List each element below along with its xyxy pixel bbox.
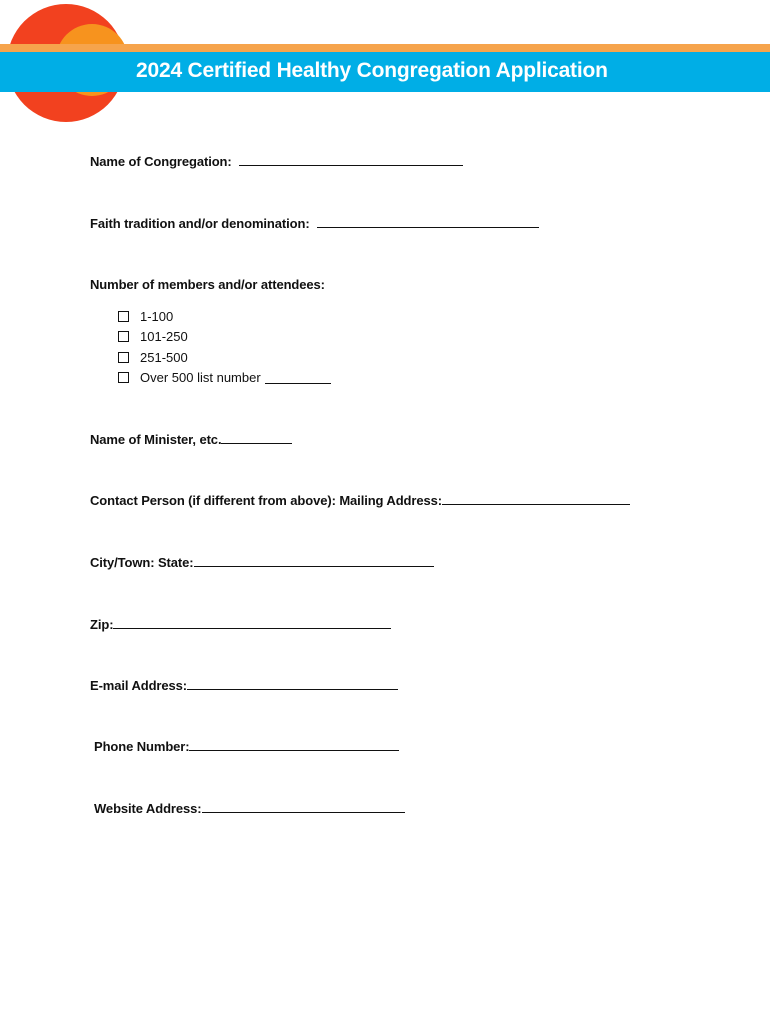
checkbox-icon[interactable]: [118, 352, 129, 363]
member-options-list: [118, 306, 331, 388]
zip-blank[interactable]: [113, 616, 391, 629]
member-option[interactable]: [118, 368, 331, 389]
mailing-address-blank[interactable]: [442, 492, 630, 505]
header-stripe: [0, 44, 770, 52]
zip-label: Zip:: [90, 617, 114, 632]
member-option-label: 101-250: [140, 329, 188, 345]
checkbox-icon[interactable]: [118, 311, 129, 322]
faith-blank[interactable]: [317, 215, 539, 228]
member-option[interactable]: [118, 306, 331, 327]
member-option-label: 1-100: [140, 308, 174, 324]
email-blank[interactable]: [187, 677, 398, 690]
contact-label: Contact Person (if different from above): Mailing Address:: [90, 493, 442, 508]
zip-field: [90, 616, 391, 632]
phone-field: [94, 738, 399, 754]
website-blank[interactable]: [202, 800, 405, 813]
email-label: E-mail Address:: [90, 678, 187, 693]
over-500-blank[interactable]: [265, 371, 331, 384]
member-option-label: Over 500 list number: [140, 370, 261, 386]
minister-blank[interactable]: [221, 431, 292, 444]
congregation-field: [90, 153, 463, 169]
faith-label: Faith tradition and/or denomination:: [90, 216, 310, 231]
city-blank[interactable]: [194, 554, 434, 567]
faith-field: [90, 215, 539, 231]
website-field: [94, 800, 405, 816]
congregation-label: Name of Congregation:: [90, 154, 232, 169]
phone-blank[interactable]: [189, 738, 399, 751]
members-field: [90, 277, 325, 292]
phone-label: Phone Number:: [94, 739, 190, 754]
members-label: Number of members and/or attendees:: [90, 277, 325, 292]
website-label: Website Address:: [94, 801, 202, 816]
member-option[interactable]: [118, 327, 331, 348]
member-option[interactable]: [118, 347, 331, 368]
checkbox-icon[interactable]: [118, 331, 129, 342]
checkbox-icon[interactable]: [118, 372, 129, 383]
minister-label: Name of Minister, etc.: [90, 432, 222, 447]
contact-field: [90, 492, 630, 508]
page-title: 2024 Certified Healthy Congregation Application: [136, 59, 608, 82]
member-option-label: 251-500: [140, 349, 188, 365]
city-label: City/Town: State:: [90, 555, 194, 570]
congregation-blank[interactable]: [239, 153, 463, 166]
city-field: [90, 554, 434, 570]
email-field: [90, 677, 398, 693]
minister-field: [90, 431, 292, 447]
